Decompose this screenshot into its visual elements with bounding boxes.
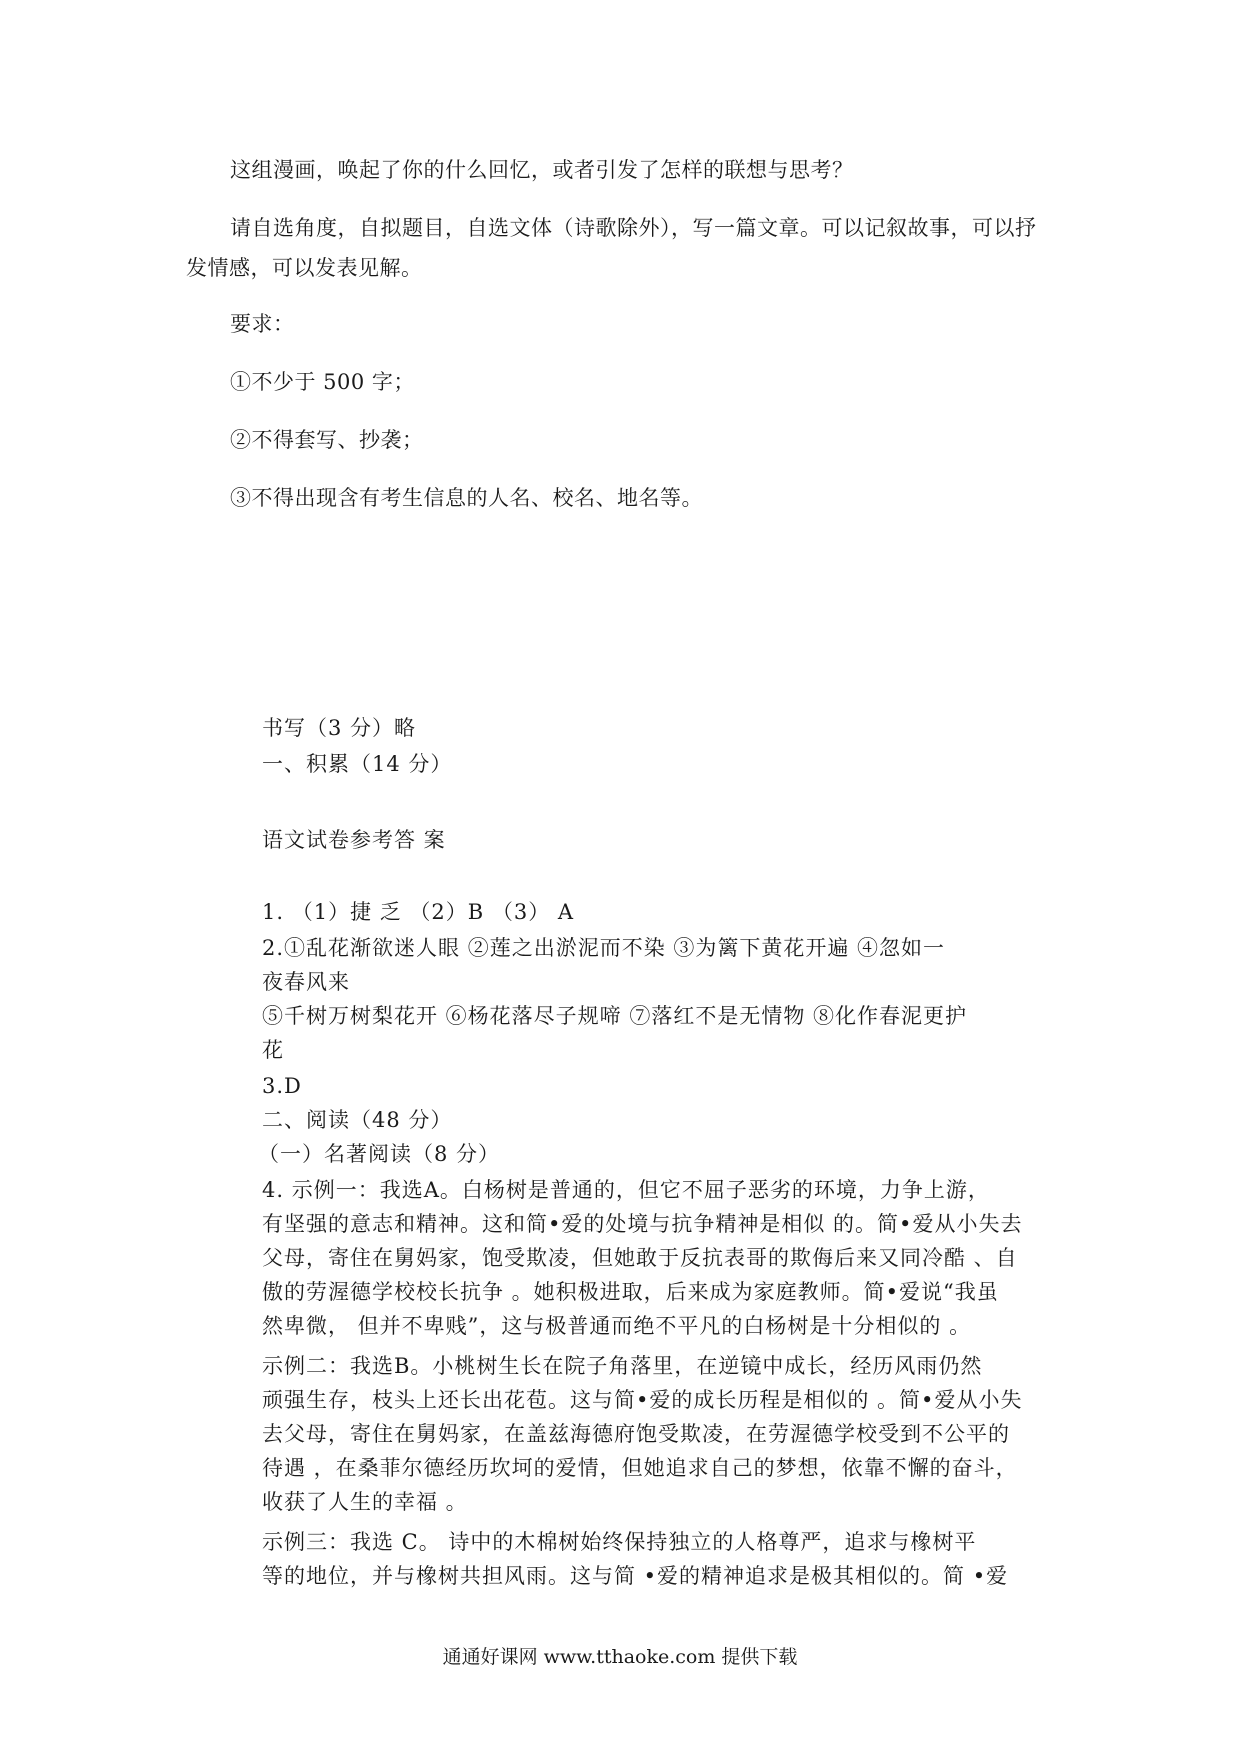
prompt-instruction-line2: 发情感，可以发表见解。	[186, 256, 423, 280]
answer-q1: 1. （1）捷 乏 （2）B （3） A	[262, 900, 575, 924]
subsection-classics: （一）名著阅读（8 分）	[258, 1142, 501, 1166]
page-footer: 通通好课网 www.tthaoke.com 提供下载	[442, 1646, 798, 1668]
requirement-item: ①不少于 500 字；	[230, 370, 415, 394]
handwriting-score: 书写（3 分）略	[262, 716, 417, 740]
answer-q4-line: 傲的劳渥德学校校长抗争 。她积极进取，后来成为家庭教师。简•爱说“我虽	[262, 1280, 999, 1304]
requirement-item: ③不得出现含有考生信息的人名、校名、地名等。	[230, 486, 703, 510]
answer-q4-line: 有坚强的意志和精神。这和简•爱的处境与抗争精神是相似 的。简•爱从小失去	[262, 1212, 1023, 1236]
answer-q4-line: 示例二：我选B。小桃树生长在院子角落里，在逆镜中成长，经历风雨仍然	[262, 1354, 983, 1378]
requirement-item: ②不得套写、抄袭；	[230, 428, 424, 452]
answer-q4-line: 然卑微， 但并不卑贱”，这与极普通而绝不平凡的白杨树是十分相似的 。	[262, 1314, 972, 1338]
section-accumulation: 一、积累（14 分）	[262, 752, 453, 776]
answer-q4-line: 等的地位，并与橡树共担风雨。这与简 •爱的精神追求是极其相似的。简 •爱	[262, 1564, 1009, 1588]
prompt-question: 这组漫画，唤起了你的什么回忆，或者引发了怎样的联想与思考？	[230, 158, 854, 182]
answer-q2-line: ⑤千树万树梨花开 ⑥杨花落尽子规啼 ⑦落红不是无情物 ⑧化作春泥更护	[262, 1004, 968, 1028]
answer-q4-line: 示例三：我选 C。 诗中的木棉树始终保持独立的人格尊严，追求与橡树平	[262, 1530, 977, 1554]
answer-q2-line: 花	[262, 1038, 284, 1062]
section-reading: 二、阅读（48 分）	[262, 1108, 453, 1132]
answer-q3: 3.D	[262, 1074, 302, 1098]
answer-q2-line: 2.①乱花渐欲迷人眼 ②莲之出淤泥而不染 ③为篱下黄花开遍 ④忽如一	[262, 936, 946, 960]
answer-q4-line: 4. 示例一：我选A。白杨树是普通的，但它不屈子恶劣的环境，力争上游，	[262, 1178, 990, 1202]
answer-q2-line: 夜春风来	[262, 970, 350, 994]
answer-q4-line: 收获了人生的幸福 。	[262, 1490, 468, 1514]
answer-q4-line: 父母，寄住在舅妈家，饱受欺凌，但她敢于反抗表哥的欺侮后来又同冷酷 、自	[262, 1246, 1018, 1270]
prompt-instruction-line1: 请自选角度，自拟题目，自选文体（诗歌除外），写一篇文章。可以记叙故事，可以抒	[230, 216, 1037, 240]
answer-q4-line: 顽强生存，枝头上还长出花苞。这与简•爱的成长历程是相似的 。简•爱从小失	[262, 1388, 1023, 1412]
requirements-label: 要求：	[230, 312, 295, 336]
answer-q4-line: 待遇 ，在桑菲尔德经历坎坷的爱情，但她追求自己的梦想，依靠不懈的奋斗，	[262, 1456, 1018, 1480]
answer-q4-line: 去父母，寄住在舅妈家，在盖兹海德府饱受欺凌，在劳渥德学校受到不公平的	[262, 1422, 1010, 1446]
answer-title: 语文试卷参考答 案	[262, 828, 446, 852]
